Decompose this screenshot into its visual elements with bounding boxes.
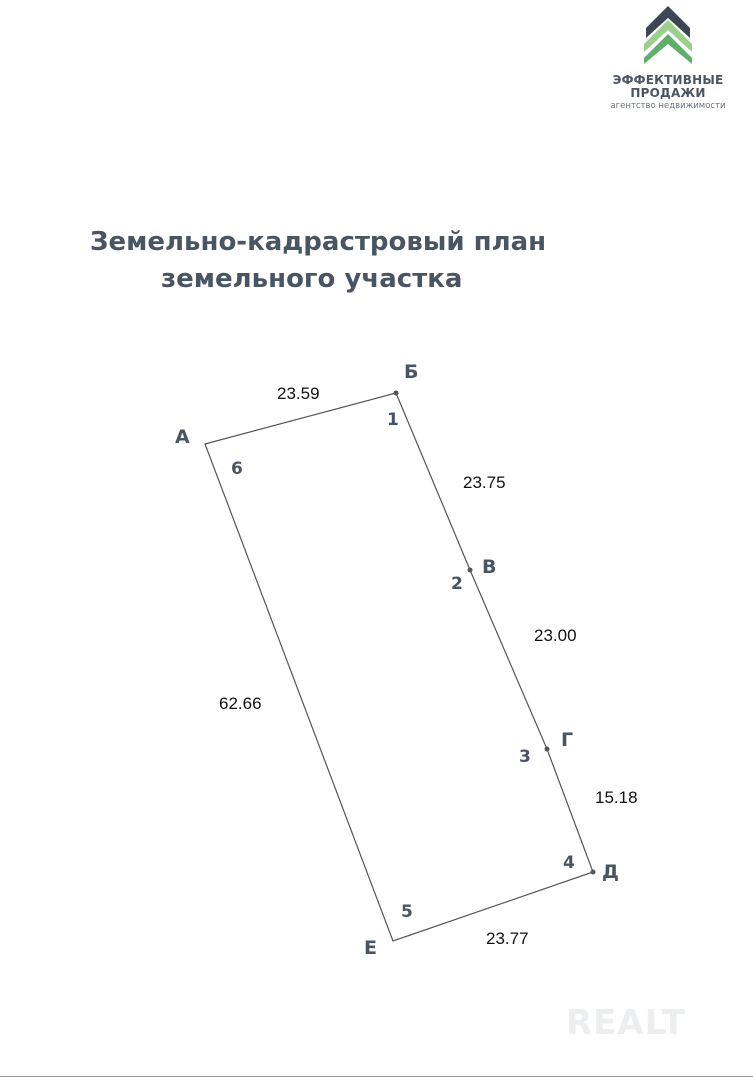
page-title-line2: земельного участка — [161, 264, 463, 294]
point-number-4: 4 — [563, 853, 575, 873]
side-length-vg: 23.00 — [534, 626, 577, 645]
point-number-3: 3 — [519, 747, 531, 767]
side-length-de: 23.77 — [486, 929, 529, 948]
page-title-line1: Земельно-кадрастровый план — [90, 227, 547, 257]
side-length-bv: 23.75 — [463, 473, 506, 492]
corner-label-g: Г — [561, 729, 574, 751]
point-number-5: 5 — [401, 902, 413, 922]
side-length-ab: 23.59 — [277, 384, 320, 403]
side-length-ea: 62.66 — [219, 694, 262, 713]
vertex-marker-b — [394, 391, 399, 396]
realt-watermark: REALT — [566, 1003, 686, 1043]
logo-text-line2: ПРОДАЖИ — [630, 86, 706, 100]
corner-label-b: Б — [404, 361, 419, 383]
corner-label-d: Д — [602, 861, 619, 883]
corner-label-a: А — [175, 426, 190, 448]
point-number-2: 2 — [451, 574, 463, 594]
page-bottom-divider — [0, 1076, 753, 1077]
point-number-6: 6 — [231, 459, 243, 479]
logo-tagline: агентство недвижимости — [610, 101, 726, 111]
vertex-marker-v — [468, 568, 473, 573]
logo-text-line1: ЭФФЕКТИВНЫЕ — [612, 73, 724, 87]
corner-label-v: В — [482, 556, 497, 578]
point-number-1: 1 — [387, 410, 399, 430]
vertex-marker-d — [591, 870, 596, 875]
vertex-marker-g — [545, 747, 550, 752]
side-length-gd: 15.18 — [595, 788, 638, 807]
corner-label-e: Е — [364, 937, 377, 959]
plot-boundary — [205, 393, 593, 941]
